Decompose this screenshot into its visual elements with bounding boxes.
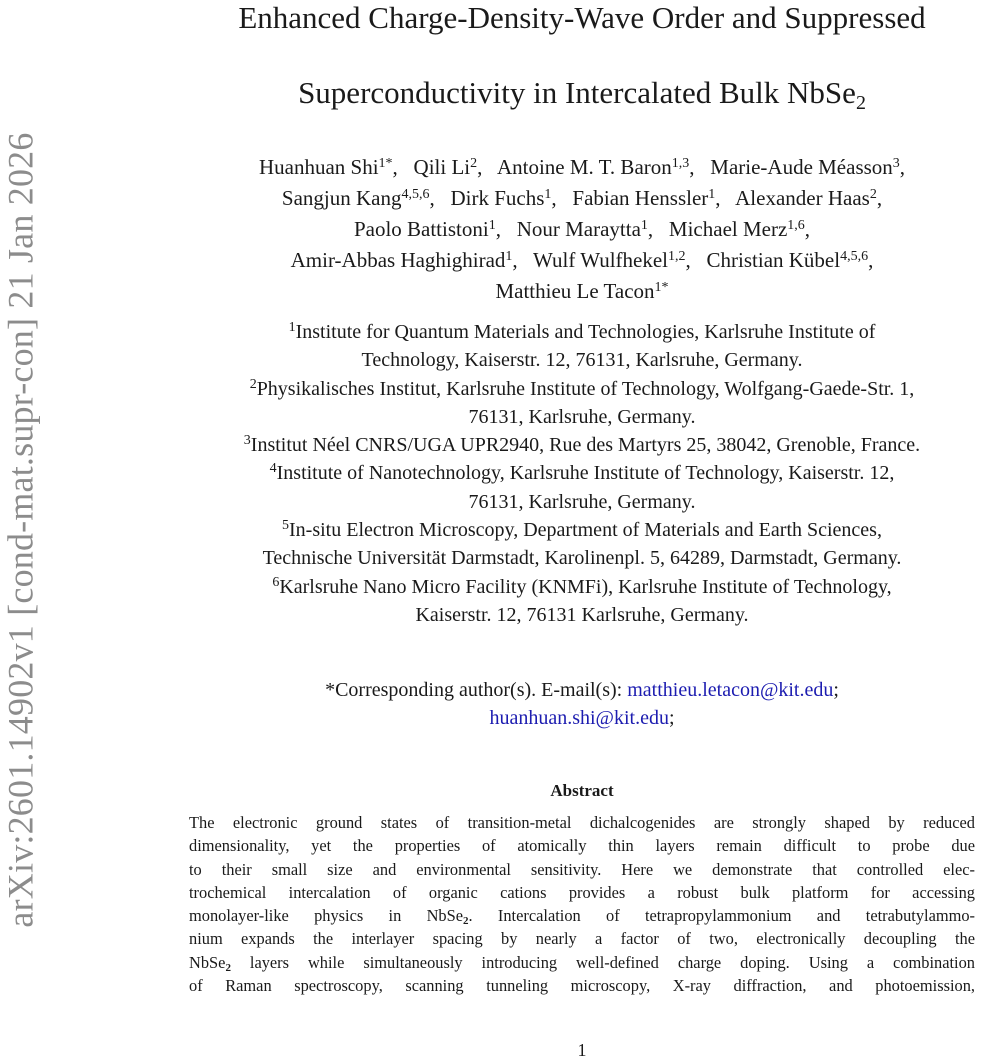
affiliation-1: $^1$Institute for Quantum Materials and Technologies, Karlsruhe Institute of [288, 320, 876, 343]
arxiv-identifier-text: arXiv:2601.14902v1 [cond-mat.supr-con] 21 Jan 2026 [1, 132, 42, 928]
author-line: Paolo Battistoni$^1$, Nour Maraytta$^1$, Michael Merz$^{1,6}$, [353, 217, 811, 241]
affiliation-4-cont: 76131, Karlsruhe, Germany. [468, 490, 696, 513]
affiliation-6-cont: Kaiserstr. 12, 76131 Karlsruhe, Germany. [415, 603, 749, 626]
corresponding-authors [165, 676, 999, 732]
author-affil-sup: 1,3 [671, 156, 690, 171]
abstract-body [189, 811, 975, 997]
affiliation-6: $^6$Karlsruhe Nano Micro Facility (KNMFi), Karlsruhe Institute of Technology, [272, 574, 892, 598]
author-line: Amir-Abbas Haghighirad$^1$, Wulf Wulfhekel$^{1,2}$, Christian Kübel$^{4,5,6}$, [290, 248, 874, 272]
author-affil-sup: 1 [544, 187, 552, 202]
affiliation-5: $^5$In-situ Electron Microscopy, Department of Materials and Earth Sciences, [282, 518, 882, 542]
abstract-line: NbSe$_2$ layers while simultaneously introducing well-defined charge doping. Using a combination [189, 952, 975, 974]
author-name: Nour Maraytta [516, 217, 641, 241]
author-affil-sup: 2 [869, 187, 877, 202]
author-name: Paolo Battistoni [353, 217, 489, 241]
author-name: Huanhuan Shi [258, 155, 379, 179]
author-line [165, 276, 999, 307]
author-name: Fabian Henssler [572, 186, 709, 210]
author-name: Antoine M. T. Baron [496, 155, 672, 179]
author-name: Alexander Haas [735, 186, 870, 210]
author-list [165, 152, 999, 307]
author-affil-sup: 1,6 [787, 218, 805, 233]
author-name: Amir-Abbas Haghighirad [290, 248, 506, 272]
author-name: Michael Merz [668, 217, 788, 241]
author-name: Matthieu Le Tacon [495, 279, 655, 303]
affiliation-5-cont: Technische Universität Darmstadt, Karolinenpl. 5, 64289, Darmstadt, Germany. [262, 547, 902, 570]
email-link-2[interactable]: huanhuan.shi@kit.edu [489, 707, 669, 729]
abstract-line: to their small size and environmental sensitivity. Here we demonstrate that controlled elec- [189, 859, 975, 879]
abstract-line: of Raman spectroscopy, scanning tunneling microscopy, X-ray diffraction, and photoemission, [189, 976, 975, 996]
author-line: Sangjun Kang$^{4,5,6}$, Dirk Fuchs$^1$, Fabian Henssler$^1$, Alexander Haas$^2$, [281, 186, 883, 210]
author-name: Christian Kübel [706, 248, 841, 272]
abstract-line: trochemical intercalation of organic cations provides a robust bulk platform for accessing [189, 882, 975, 902]
page-number: 1 [577, 1040, 587, 1060]
author-affil-sup: 1 [488, 218, 496, 233]
abstract-line: monolayer-like physics in NbSe$_2$. Intercalation of tetrapropylammonium and tetrabutylammo- [189, 906, 976, 928]
affiliation-4: $^4$Institute of Nanotechnology, Karlsruhe Institute of Technology, Kaiserstr. 12, [269, 461, 895, 485]
abstract-line: nium expands the interlayer spacing by nearly a factor of two, electronically decoupling the [189, 929, 975, 949]
affiliation-3: $^3$Institut Néel CNRS/UGA UPR2940, Rue des Martyrs 25, 38042, Grenoble, France. [243, 433, 921, 457]
author-name: Sangjun Kang [281, 186, 402, 210]
affiliation-list [155, 318, 999, 629]
author-affil-sup: 3 [892, 156, 900, 171]
abstract-line: dimensionality, yet the properties of atomically thin layers remain difficult to probe due [189, 836, 975, 856]
author-affil-sup: 1 [640, 218, 648, 233]
corresponding-line: huanhuan.shi@kit.edu; [489, 707, 675, 729]
arxiv-identifier [0, 20, 44, 1040]
author-affil-sup: 4,5,6 [401, 187, 430, 202]
author-name: Wulf Wulfhekel [533, 248, 669, 272]
author-affil-sup: 2 [470, 156, 478, 171]
email-link-1[interactable]: matthieu.letacon@kit.edu [627, 679, 834, 701]
author-affil-sup: 1,2 [668, 249, 686, 264]
author-affil-sup: 4,5,6 [840, 249, 869, 264]
affiliation-2-cont: 76131, Karlsruhe, Germany. [468, 405, 696, 428]
affiliation-1-cont: Technology, Kaiserstr. 12, 76131, Karlsruhe, Germany. [361, 349, 803, 372]
author-affil-sup: 1* [654, 280, 669, 295]
paper-title-line2: Superconductivity in Intercalated Bulk NbSe$_2$ [298, 75, 866, 114]
author-affil-sup: 1 [708, 187, 716, 202]
author-affil-sup: 1* [378, 156, 393, 171]
author-affil-sup: 1 [505, 249, 513, 264]
author-name: Qili Li [413, 155, 471, 179]
author-line: Huanhuan Shi$^{1*}$, Qili Li$^2$, Antoine M. T. Baron$^{1,3}$, Marie-Aude Méasson$^3$, [258, 155, 906, 179]
author-name: Marie-Aude Méasson [710, 155, 893, 179]
abstract-line: The electronic ground states of transition-metal dichalcogenides are strongly shaped by reduced [189, 813, 975, 832]
paper-title-line1: Enhanced Charge-Density-Wave Order and Suppressed [238, 0, 926, 35]
author-name: Dirk Fuchs [450, 186, 545, 210]
affiliation-2: $^2$Physikalisches Institut, Karlsruhe Institute of Technology, Wolfgang-Gaede-Str. 1, [249, 376, 915, 400]
corresponding-line: *Corresponding author(s). E-mail(s): matthieu.letacon@kit.edu; [325, 679, 839, 701]
abstract-heading: Abstract [550, 781, 614, 800]
